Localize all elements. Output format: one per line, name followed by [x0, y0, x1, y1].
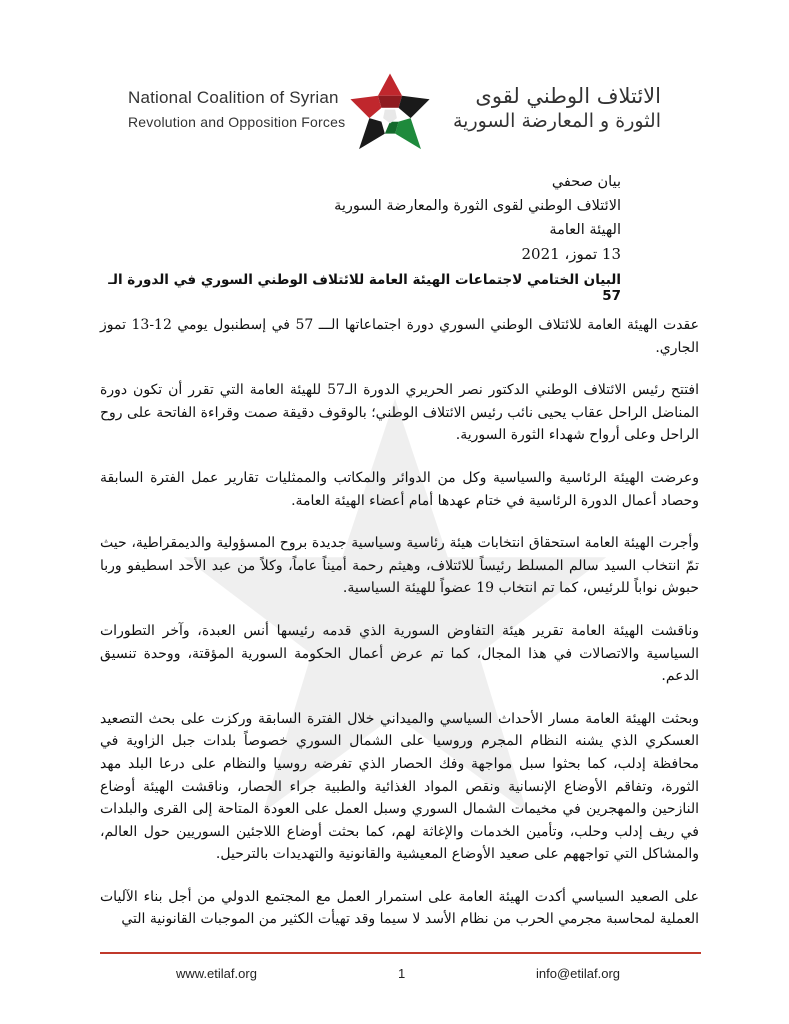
org-ar-line2: الثورة و المعارضة السورية [452, 110, 661, 132]
org-en-line2: Revolution and Opposition Forces [128, 114, 346, 130]
paragraph: وناقشت الهيئة العامة تقرير هيئة التفاوض السورية الذي قدمه رئيسها أنس العبدة، وآخر التطورات السياسية والاتصالات في هذا المجال، كما تم عرض أعمال الحكومة السورية المؤقتة، ووحدة تنسيق الدعم. [100, 622, 699, 685]
paragraph: وبحثت الهيئة العامة مسار الأحداث السياسي والميداني خلال الفترة السابقة وركزت على بحث التصعيد العسكري الذي يشنه النظام المجرم وروسيا على الشمال السوري خصوصاً بلدات جبل الزاوية في محافظة إدلب، كما بحثوا سبل مواجهة وفك الحصار الذي تفرضه روسيا والنظام على درعا البلد مهد الثورة، وتفاقم الأوضاع الإنسانية ونقص المواد الغذائية والطبية جراء الحصار، وناقشت الهيئة أوضاع النازحين والمهجرين في مخيمات الشمال السوري وسبل العمل على العودة المتاحة إلى القرى والبلدات في ريف إدلب وحلب، وتأمين الخدمات والإغاثة لهم، كما بحثت أوضاع اللاجئين السوريين حول العالم، والمشاكل التي تواجههم على صعيد الأوضاع المعيشية والقانونية والتهديدات بالترحيل. [100, 710, 699, 863]
paragraph: وعرضت الهيئة الرئاسية والسياسية وكل من الدوائر والمكاتب والممثليات تقارير عمل الفترة السابقة وحصاد أعمال الدورة الرئاسية في ختام عهدها أمام أعضاء الهيئة العامة. [100, 469, 699, 509]
footer-divider [100, 952, 701, 954]
paragraph: عقدت الهيئة العامة للائتلاف الوطني السوري دورة اجتماعاتها الـــ 57 في إسطنبول يومي 12-13 تموز الجاري. [100, 317, 699, 356]
release-date: 13 تموز، 2021 [521, 245, 621, 263]
org-en-line1: National Coalition of Syrian [128, 88, 339, 107]
document-title: البيان الختامي لاجتماعات الهيئة العامة للائتلاف الوطني السوري في الدورة الـ 57 [108, 272, 621, 304]
paragraph: افتتح رئيس الائتلاف الوطني الدكتور نصر الحريري الدورة الـ57 للهيئة العامة التي تقرر أن تكون دورة المناضل الراحل عقاب يحيى نائب رئيس الائتلاف الوطني؛ بالوقوف دقيقة صمت وقراءة الفاتحة على روح الراحل وعلى أرواح شهداء الثورة السورية. [100, 382, 699, 444]
press-release-meta [334, 170, 621, 266]
coalition-star-logo-icon [347, 70, 433, 156]
release-org: الائتلاف الوطني لقوى الثورة والمعارضة السورية [334, 198, 621, 214]
org-ar-line1: الائتلاف الوطني لقوى [475, 84, 661, 108]
footer-website-link[interactable]: www.etilaf.org [176, 966, 257, 981]
footer-page-number: 1 [398, 966, 406, 981]
paragraph: وأجرت الهيئة العامة استحقاق انتخابات هيئة رئاسية وسياسية جديدة بروح المسؤولية والديمقراطية، حيث تمّ انتخاب السيد سالم المسلط رئيساً للائتلاف، وهيثم رحمة أميناً عاماً، وكلاً من عبد الأحد اسطيفو وربا حبوش نواباً للرئيس، كما تم انتخاب 19 عضواً للهيئة السياسية. [100, 535, 699, 597]
release-type: بيان صحفي [551, 174, 621, 190]
org-name-english [128, 88, 345, 130]
footer-email-link[interactable]: info@etilaf.org [536, 966, 621, 981]
release-body: الهيئة العامة [549, 222, 621, 238]
document-body [100, 314, 699, 951]
paragraph: على الصعيد السياسي أكدت الهيئة العامة على استمرار العمل مع المجتمع الدولي من أجل بناء الآليات العملية لمحاسبة مجرمي الحرب من نظام الأسد لا سيما وقد تهيأت الكثير من الموجبات القانونية التي [100, 888, 699, 928]
org-name-arabic [453, 84, 661, 132]
